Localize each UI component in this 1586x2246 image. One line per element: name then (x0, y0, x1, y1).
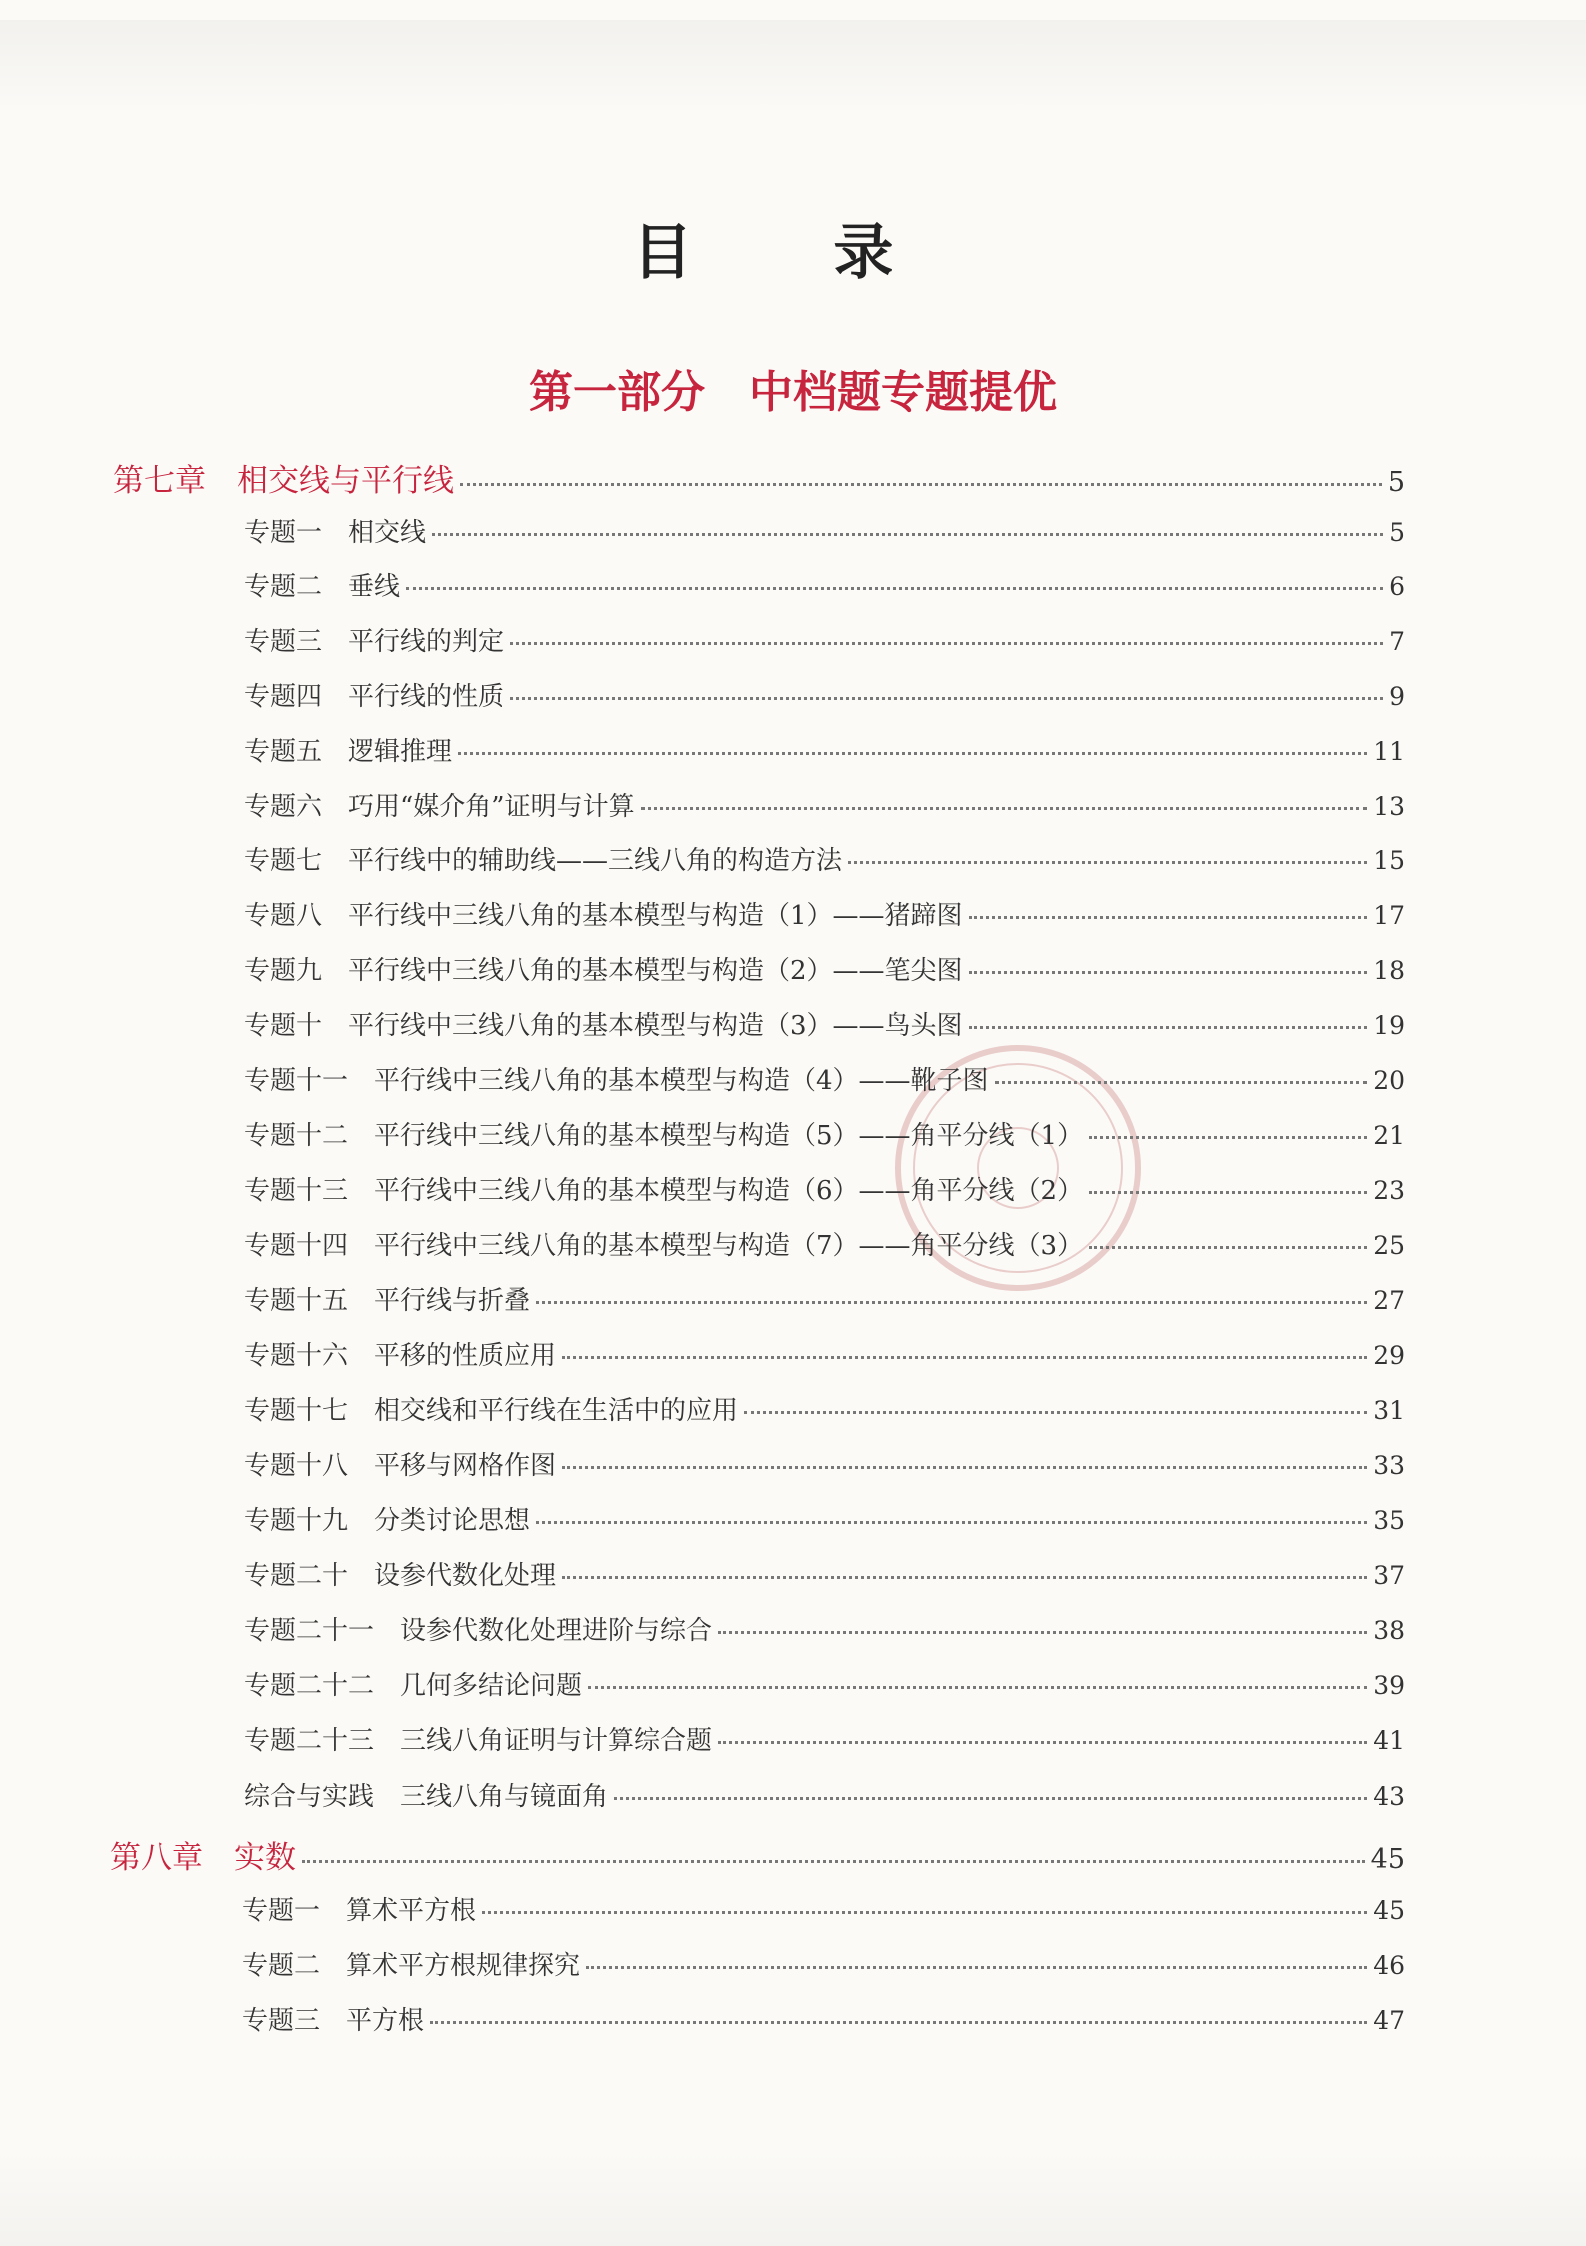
toc-entry-row[interactable] (244, 1776, 1405, 1816)
dot-leader (614, 1797, 1367, 1800)
toc-page-number: 27 (1373, 1286, 1405, 1315)
dot-leader (510, 642, 1383, 645)
dot-leader (718, 1741, 1367, 1744)
toc-entry-label: 专题三 平行线的判定 (244, 627, 505, 657)
toc-entry-label: 专题二十二 几何多结论问题 (244, 1671, 583, 1701)
toc-page-number: 17 (1373, 901, 1405, 930)
toc-entry-label: 专题二 算术平方根规律探究 (242, 1951, 581, 1981)
toc-entry-label: 专题十八 平移与网格作图 (244, 1451, 557, 1481)
toc-entry-label: 专题二十三 三线八角证明与计算综合题 (244, 1726, 713, 1756)
toc-entry-label: 第八章 实数 (110, 1840, 296, 1876)
toc-entry-row[interactable] (244, 840, 1405, 880)
toc-entry-row[interactable] (244, 1610, 1405, 1650)
toc-entry-row[interactable] (242, 1945, 1405, 1985)
toc-page-number: 6 (1389, 572, 1405, 601)
toc-entry-label: 专题七 平行线中的辅助线——三线八角的构造方法 (244, 846, 843, 876)
toc-entry-label: 专题六 巧用“媒介角”证明与计算 (244, 792, 635, 822)
toc-entry-label: 第七章 相交线与平行线 (113, 463, 454, 499)
toc-entry-label: 专题十三 平行线中三线八角的基本模型与构造（6）——角平分线（2） (244, 1176, 1084, 1206)
toc-page-number: 9 (1389, 682, 1405, 711)
dot-leader (586, 1966, 1367, 1969)
dot-leader (406, 587, 1383, 590)
toc-page-number: 7 (1389, 627, 1405, 656)
toc-entry-label: 专题十七 相交线和平行线在生活中的应用 (244, 1396, 739, 1426)
toc-page-number: 18 (1373, 956, 1405, 985)
toc-entry-label: 专题二 垂线 (244, 572, 401, 602)
dot-leader (562, 1576, 1367, 1579)
dot-leader (848, 861, 1367, 864)
dot-leader (432, 533, 1383, 536)
toc-page-number: 38 (1373, 1616, 1405, 1645)
toc-entry-row[interactable] (244, 621, 1405, 661)
toc-page-number: 35 (1373, 1506, 1405, 1535)
toc-entry-row[interactable] (244, 786, 1405, 826)
toc-entry-row[interactable] (244, 512, 1405, 552)
dot-leader (536, 1301, 1367, 1304)
toc-entry-row[interactable] (244, 1445, 1405, 1485)
toc-entry-label: 专题一 算术平方根 (242, 1896, 477, 1926)
toc-entry-label: 专题五 逻辑推理 (244, 737, 453, 767)
toc-page-number: 37 (1373, 1561, 1405, 1590)
dot-leader (969, 1026, 1368, 1029)
toc-page-number: 29 (1373, 1341, 1405, 1370)
toc-entry-row[interactable] (244, 1555, 1405, 1595)
toc-entry-label: 专题三 平方根 (242, 2006, 425, 2036)
toc-chapter-row[interactable] (110, 1832, 1405, 1876)
toc-entry-row[interactable] (244, 950, 1405, 990)
dot-leader (482, 1911, 1367, 1914)
toc-page-number: 23 (1373, 1176, 1405, 1205)
toc-page-number: 39 (1373, 1671, 1405, 1700)
dot-leader (458, 752, 1367, 755)
toc-entry-label: 专题十一 平行线中三线八角的基本模型与构造（4）——靴子图 (244, 1066, 989, 1096)
toc-page-number: 19 (1373, 1011, 1405, 1040)
scan-shadow-bottom (0, 2150, 1586, 2246)
dot-leader (562, 1356, 1367, 1359)
dot-leader (588, 1686, 1367, 1689)
toc-page-number: 31 (1373, 1396, 1405, 1425)
toc-page-number: 46 (1373, 1951, 1405, 1980)
toc-entry-row[interactable] (244, 566, 1405, 606)
dot-leader (641, 807, 1368, 810)
toc-entry-row[interactable] (244, 895, 1405, 935)
toc-entry-row[interactable] (244, 1005, 1405, 1045)
toc-entry-label: 专题八 平行线中三线八角的基本模型与构造（1）——猪蹄图 (244, 901, 963, 931)
toc-entry-row[interactable] (244, 1115, 1405, 1155)
dot-leader (1089, 1246, 1367, 1249)
toc-page-number: 45 (1373, 1896, 1405, 1925)
toc-page-number: 5 (1387, 467, 1405, 498)
toc-entry-row[interactable] (244, 1720, 1405, 1760)
toc-entry-row[interactable] (244, 1225, 1405, 1265)
toc-entry-label: 专题一 相交线 (244, 518, 427, 548)
toc-entry-row[interactable] (244, 1280, 1405, 1320)
toc-entry-label: 专题九 平行线中三线八角的基本模型与构造（2）——笔尖图 (244, 956, 963, 986)
toc-entry-label: 专题十二 平行线中三线八角的基本模型与构造（5）——角平分线（1） (244, 1121, 1084, 1151)
toc-entry-row[interactable] (244, 676, 1405, 716)
dot-leader (718, 1631, 1367, 1634)
dot-leader (536, 1521, 1367, 1524)
dot-leader (969, 916, 1368, 919)
toc-page-number: 41 (1373, 1726, 1405, 1755)
toc-page-number: 13 (1373, 792, 1405, 821)
toc-entry-row[interactable] (242, 1890, 1405, 1930)
toc-entry-row[interactable] (244, 1170, 1405, 1210)
dot-leader (1089, 1191, 1367, 1194)
dot-leader (995, 1081, 1368, 1084)
scan-shadow-top (0, 20, 1586, 110)
toc-entry-row[interactable] (242, 2000, 1405, 2040)
toc-entry-row[interactable] (244, 1335, 1405, 1375)
dot-leader (510, 697, 1383, 700)
toc-entry-label: 专题十九 分类讨论思想 (244, 1506, 531, 1536)
toc-page-number: 15 (1373, 846, 1405, 875)
toc-entry-label: 专题十六 平移的性质应用 (244, 1341, 557, 1371)
toc-page-number: 21 (1373, 1121, 1405, 1150)
toc-entry-label: 专题二十一 设参代数化处理进阶与综合 (244, 1616, 713, 1646)
toc-page-number: 5 (1389, 518, 1405, 547)
toc-entry-label: 专题二十 设参代数化处理 (244, 1561, 557, 1591)
dot-leader (969, 971, 1368, 974)
toc-entry-row[interactable] (244, 1500, 1405, 1540)
dot-leader (562, 1466, 1367, 1469)
toc-page-number: 45 (1370, 1844, 1405, 1875)
dot-leader (1089, 1136, 1367, 1139)
toc-page-number: 11 (1373, 737, 1405, 766)
dot-leader (430, 2021, 1367, 2024)
toc-page-number: 25 (1373, 1231, 1405, 1260)
toc-entry-label: 专题四 平行线的性质 (244, 682, 505, 712)
toc-chapter-row[interactable] (113, 455, 1405, 499)
toc-page-number: 20 (1373, 1066, 1405, 1095)
toc-entry-row[interactable] (244, 1060, 1405, 1100)
toc-entry-label: 专题十五 平行线与折叠 (244, 1286, 531, 1316)
dot-leader (302, 1860, 1365, 1863)
dot-leader (744, 1411, 1367, 1414)
toc-page-number: 33 (1373, 1451, 1405, 1480)
toc-entry-row[interactable] (244, 731, 1405, 771)
toc-entry-row[interactable] (244, 1665, 1405, 1705)
toc-page-number: 43 (1373, 1782, 1405, 1811)
toc-entry-row[interactable] (244, 1390, 1405, 1430)
toc-page-number: 47 (1373, 2006, 1405, 2035)
dot-leader (460, 483, 1382, 486)
toc-entry-label: 专题十 平行线中三线八角的基本模型与构造（3）——鸟头图 (244, 1011, 963, 1041)
page-title: 目 录 (632, 218, 954, 288)
part-title: 第一部分 中档题专题提优 (529, 367, 1057, 418)
toc-entry-label: 专题十四 平行线中三线八角的基本模型与构造（7）——角平分线（3） (244, 1231, 1084, 1261)
toc-entry-label: 综合与实践 三线八角与镜面角 (244, 1782, 609, 1812)
